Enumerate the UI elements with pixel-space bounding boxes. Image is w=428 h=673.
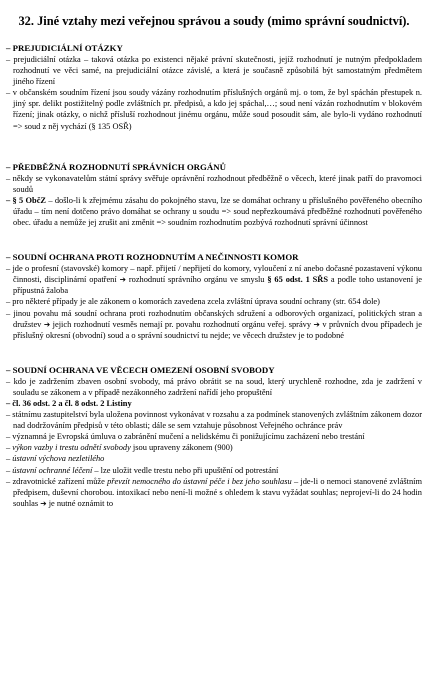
list-item: – kdo je zadržením zbaven osobní svobody, má právo obrátit se na soud, který urychleně rozhodne, zda je zadržení v souladu se zákonem a v případě nezákonného zadržení nařídí jeho propuštění	[6, 376, 422, 397]
item-text: – jinou povahu má soudní ochrana proti rozhodnutím občanských sdružení a odborových organizací, politických stran a družstev	[6, 308, 422, 329]
item-text: – jde-li o nemoci stanovené zvláštním předpisem, duševní chorobou. intoxikací nebo není-li možné s	[13, 476, 422, 497]
list-item	[6, 476, 422, 509]
item-text: ohledem k stavu vyžádat souhlas; neprojeví-li do 24 hodin souhlas	[13, 487, 422, 508]
list-item	[6, 195, 422, 228]
section-heading: – PŘEDBĚŽNÁ ROZHODNUTÍ SPRÁVNÍCH ORGÁNŮ	[6, 161, 226, 172]
item-text: je nutné oznámit to	[46, 498, 114, 508]
list-item: – ústavní výchova nezletilého	[6, 454, 105, 464]
item-text: jsou upraveny zákonem (900)	[130, 443, 233, 453]
list-item: – v občanském soudním řízení jsou soudy vázány rozhodnutím příslušných orgánů mj. o tom, že byl spáchán přestupek n. jiný spr. delikt postižitelný podle zvláštních pr. předpisů, a kdo jej spáchal,…; soud není vázán rozhodnutím v blokovém řízení; jinak otázky, o nichž přísluší rozhodnout jinému orgánu, může soud posoudit sám, ale bylo-li vydáno rozhodnutí => soud z něj vychází (§ 135 OSŘ)	[6, 88, 422, 131]
list-item: – pro některé případy je ale zákonem o komorách zavedena zcela zvláštní úprava soudní ochrany (str. 654 dole)	[6, 297, 380, 307]
page-title: 32. Jiné vztahy mezi veřejnou správou a soudy (mimo správní soudnictví).	[18, 14, 410, 28]
item-text: – došlo-li k zřejmému zásahu do pokojného stavu, lze se domáhat ochrany u příslušného pověřeného obecního úřadu – tím není dotčeno právo domáhat se ochrany u soudu => soud nepřezkoumává předběžné rozhodnutí pověřeného obec. úřadu a nemůže jej zrušit ani změnit => soudním rozhodnutím pozbývá rozhodnutí správní účinnost	[13, 195, 423, 228]
arrow-icon: ➔	[313, 319, 320, 329]
list-item	[6, 442, 422, 453]
item-text-italic: – ústavní ochranné léčení	[6, 465, 93, 475]
section-personal-liberty	[6, 365, 422, 509]
arrow-icon: ➔	[43, 319, 51, 329]
section-chambers-protection	[6, 252, 422, 341]
item-text: jejich rozhodnutí vesměs nemají pr. povahu rozhodnutí orgánu veřej. správy	[50, 319, 314, 329]
list-item	[6, 263, 422, 296]
item-text-italic: – výkon vazby i trestu odnětí svobody	[6, 443, 131, 453]
item-text: – lze uložit vedle trestu nebo při upuštění od potrestání	[92, 465, 279, 475]
section-preliminary-decisions	[6, 162, 422, 228]
item-text: v průvních dvou případech je příslušný okresní (obvodní) soud a o správní soudnictví tu nejde; ve věcech družstev je to podobné	[13, 319, 422, 340]
arrow-icon: ➔	[119, 275, 126, 285]
statute-reference: § 65 odst. 1 SŘS	[267, 275, 329, 285]
list-item: – někdy se vykonavatelům státní správy svěřuje oprávnění rozhodnout předběžně o věcech, které jinak patří do pravomoci soudů	[6, 173, 422, 194]
list-item	[6, 465, 422, 476]
item-text: – zdravotnické zařízení může	[6, 476, 108, 486]
item-text-italic: převzít nemocného do ústavní péče i bez jeho souhlasu	[107, 476, 292, 486]
item-text: a podle toho ustanovení je přípustná žaloba	[13, 275, 422, 296]
arrow-icon: ➔	[40, 498, 47, 508]
item-text: – jde o profesní (stavovské) komory – např. přijetí / nepřijetí do komory, vyloučení z ní anebo dočasné pozastavení výkonu činnosti, disciplinární opatření	[6, 264, 422, 285]
section-heading: – PREJUDICIÁLNÍ OTÁZKY	[6, 43, 123, 53]
item-text: rozhodnutí správního orgánu ve smyslu	[125, 275, 268, 285]
list-item: – státnímu zastupitelství byla uložena povinnost vykonávat v rozsahu a za podmínek stanovených zvláštním zákonem dozor nad dodržováním předpisů v této oblasti; dále se sem vztahuje působnost Veřejného ochránce práv	[6, 410, 422, 431]
list-item: – významná je Evropská úmluva o zabránění mučení a nelidskému či ponižujícímu zacházení nebo trestání	[6, 432, 365, 442]
section-heading: – SOUDNÍ OCHRANA PROTI ROZHODNUTÍM A NEČINNOSTI KOMOR	[6, 252, 299, 263]
statute-reference: – § 5 ObčZ	[6, 195, 47, 205]
list-item: – prejudiciální otázka – taková otázka po existenci nějaké právní skutečnosti, jejíž rozhodnutí je nutným předpokladem rozhodnutí ve věci samé, na prejudiciální otázce závislé, a která je současně způsobilá být samostatným předmětem jiného řízení	[6, 55, 422, 87]
section-heading: – SOUDNÍ OCHRANA VE VĚCECH OMEZENÍ OSOBNÍ SVOBODY	[6, 364, 275, 375]
list-item	[6, 308, 422, 341]
list-item: – čl. 36 odst. 2 a čl. 8 odst. 2 Listiny	[6, 398, 132, 408]
section-prejudicial-questions	[6, 43, 422, 132]
